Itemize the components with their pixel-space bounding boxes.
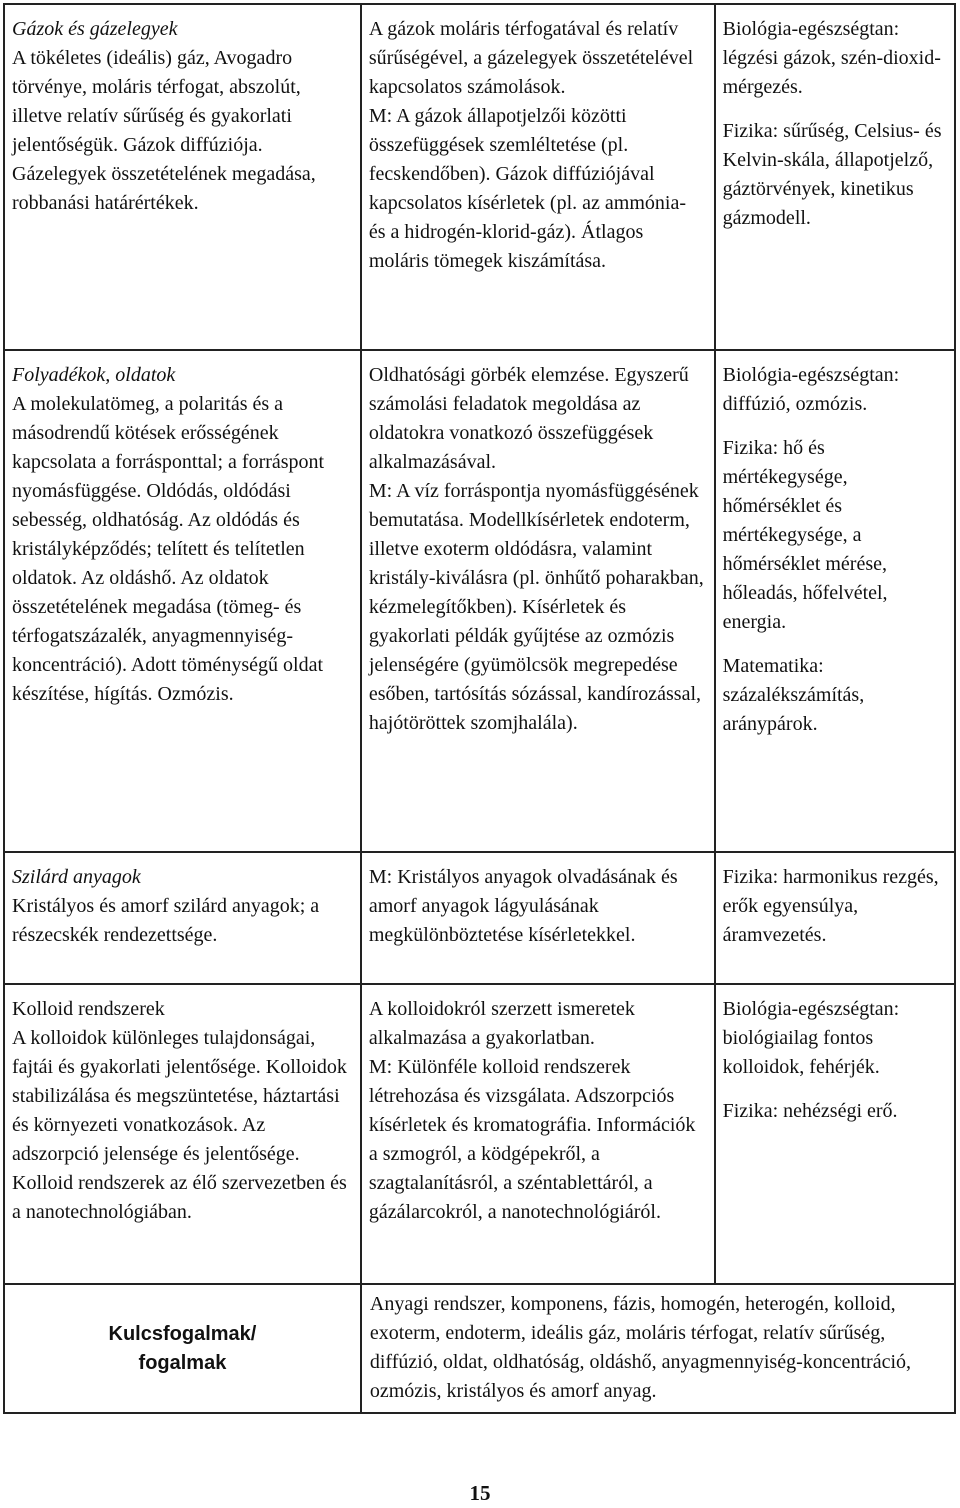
- key-concepts-label: [4, 1284, 361, 1413]
- activities-cell: [361, 4, 715, 350]
- topic-text: A molekulatömeg, a polaritás és a másodrendű kötések erősségének kapcsolata a forrásponttal; a forráspont nyomásfüggése. Oldódás, oldódási sebesség, oldhatóság. Az oldódás és kristályképződés; telített és telítetlen oldatok. Az oldáshő. Az oldatok összetételének megadása (tömeg- és térfogatszázalék, anyagmennyiség-koncentráció). Adott töménységű oldat készítése, hígítás. Ozmózis.: [12, 393, 325, 705]
- activity-text: M: A gázok állapotjelzői közötti összefüggések szemléltetése (pl. fecskendőben). Gázok diffúziójával kapcsolatos kísérletek (pl. az ammónia- és a hidrogén-klorid-gáz). Átlagos moláris tömegek kiszámítása.: [368, 105, 686, 272]
- topic-title: Szilárd anyagok: [12, 866, 141, 888]
- topic-title: Folyadékok, oldatok: [12, 364, 176, 386]
- topic-text: A tökéletes (ideális) gáz, Avogadro törvénye, moláris térfogat, abszolút, illetve relatív sűrűség és gyakorlati jelentőségük. Gázok diffúziója. Gázelegyek összetételének megadása, robbanási határértékek.: [12, 47, 316, 214]
- topic-text: A kolloidok különleges tulajdonságai, fajtái és gyakorlati jelentősége. Kolloidok stabilizálása és megszüntetése, háztartási és környezeti vonatkozások. Az adszorpció jelensége és jelentősége. Kolloid rendszerek az élő szervezetben és a nanotechnológiában.: [12, 1027, 347, 1223]
- page-number: 15: [469, 1481, 491, 1505]
- activity-text: M: A víz forráspontja nyomásfüggésének bemutatása. Modellkísérletek endoterm, illetve exoterm oldódásra, valamint kristály-kiválásra (pl. önhűtő poharakban, kézmelegítőkben). Kísérletek és gyakorlati példák gyűjtése az ozmózis jelenségére (gyümölcsök megrepedése esőben, tartósítás sózással, kandírozással, hajótöröttek szomjhalála).: [368, 480, 704, 734]
- connection-text: Matematika: százalékszámítás, aránypárok.: [722, 655, 865, 735]
- table-row: [4, 852, 955, 984]
- activity-text: M: Kristályos anyagok olvadásának és amorf anyagok lágyulásának megkülönböztetése kísérletekkel.: [368, 866, 678, 946]
- connection-text: Biológia-egészségtan: diffúzió, ozmózis.: [722, 364, 900, 415]
- table-row: [4, 350, 955, 852]
- topic-title: Kolloid rendszerek: [12, 998, 165, 1020]
- connection-text: Biológia-egészségtan: biológiailag fontos kolloidok, fehérjék.: [722, 998, 900, 1078]
- connections-cell: [715, 4, 955, 350]
- activity-text: Oldhatósági görbék elemzése. Egyszerű számolási feladatok megoldása az oldatokra vonatkozó összefüggések alkalmazásával.: [368, 364, 689, 473]
- curriculum-table: [3, 3, 956, 1414]
- activities-cell: [361, 984, 715, 1284]
- key-concepts-list: Anyagi rendszer, komponens, fázis, homogén, heterogén, kolloid, exoterm, endoterm, ideális gáz, moláris térfogat, relatív sűrűség, diffúzió, oldat, oldhatóság, oldáshő, anyagmennyiség-koncentráció, ozmózis, kristályos és amorf anyag.: [369, 1293, 912, 1402]
- activities-cell: [361, 350, 715, 852]
- key-concepts-row: [4, 1284, 955, 1413]
- topic-cell: [4, 984, 361, 1284]
- connections-cell: [715, 852, 955, 984]
- key-concepts-label-line: Kulcsfogalmak/: [108, 1322, 257, 1345]
- connection-text: Fizika: sűrűség, Celsius- és Kelvin-skála, állapotjelző, gáztörvények, kinetikus gázmodell.: [722, 120, 942, 229]
- topic-cell: [4, 852, 361, 984]
- activities-cell: [361, 852, 715, 984]
- connection-text: Biológia-egészségtan: légzési gázok, szén-dioxid-mérgezés.: [722, 18, 941, 98]
- activity-text: A kolloidokról szerzett ismeretek alkalmazása a gyakorlatban.: [368, 998, 635, 1049]
- topic-text: Kristályos és amorf szilárd anyagok; a részecskék rendezettsége.: [12, 895, 320, 946]
- connections-cell: [715, 350, 955, 852]
- key-concepts-label-line: fogalmak: [138, 1351, 227, 1374]
- table-row: [4, 984, 955, 1284]
- connection-text: Fizika: hő és mértékegysége, hőmérséklet és mértékegysége, a hőmérséklet mérése, hőleadás, hőfelvétel, energia.: [722, 437, 888, 633]
- connection-text: Fizika: harmonikus rezgés, erők egyensúlya, áramvezetés.: [722, 866, 939, 946]
- connection-text: Fizika: nehézségi erő.: [722, 1100, 898, 1122]
- connections-cell: [715, 984, 955, 1284]
- topic-title: Gázok és gázelegyek: [12, 18, 178, 40]
- activity-text: M: Különféle kolloid rendszerek létrehozása és vizsgálata. Adszorpciós kísérletek és kromatográfia. Információk a szmogról, a ködgépekről, a szagtalanításról, a széntablettáról, a gázálarcokról, a nanotechnológiáról.: [368, 1056, 696, 1223]
- topic-cell: [4, 350, 361, 852]
- activity-text: A gázok moláris térfogatával és relatív sűrűségével, a gázelegyek összetételével kapcsolatos számolások.: [368, 18, 694, 98]
- table-row: [4, 4, 955, 350]
- key-concepts-text: [361, 1284, 955, 1413]
- topic-cell: [4, 4, 361, 350]
